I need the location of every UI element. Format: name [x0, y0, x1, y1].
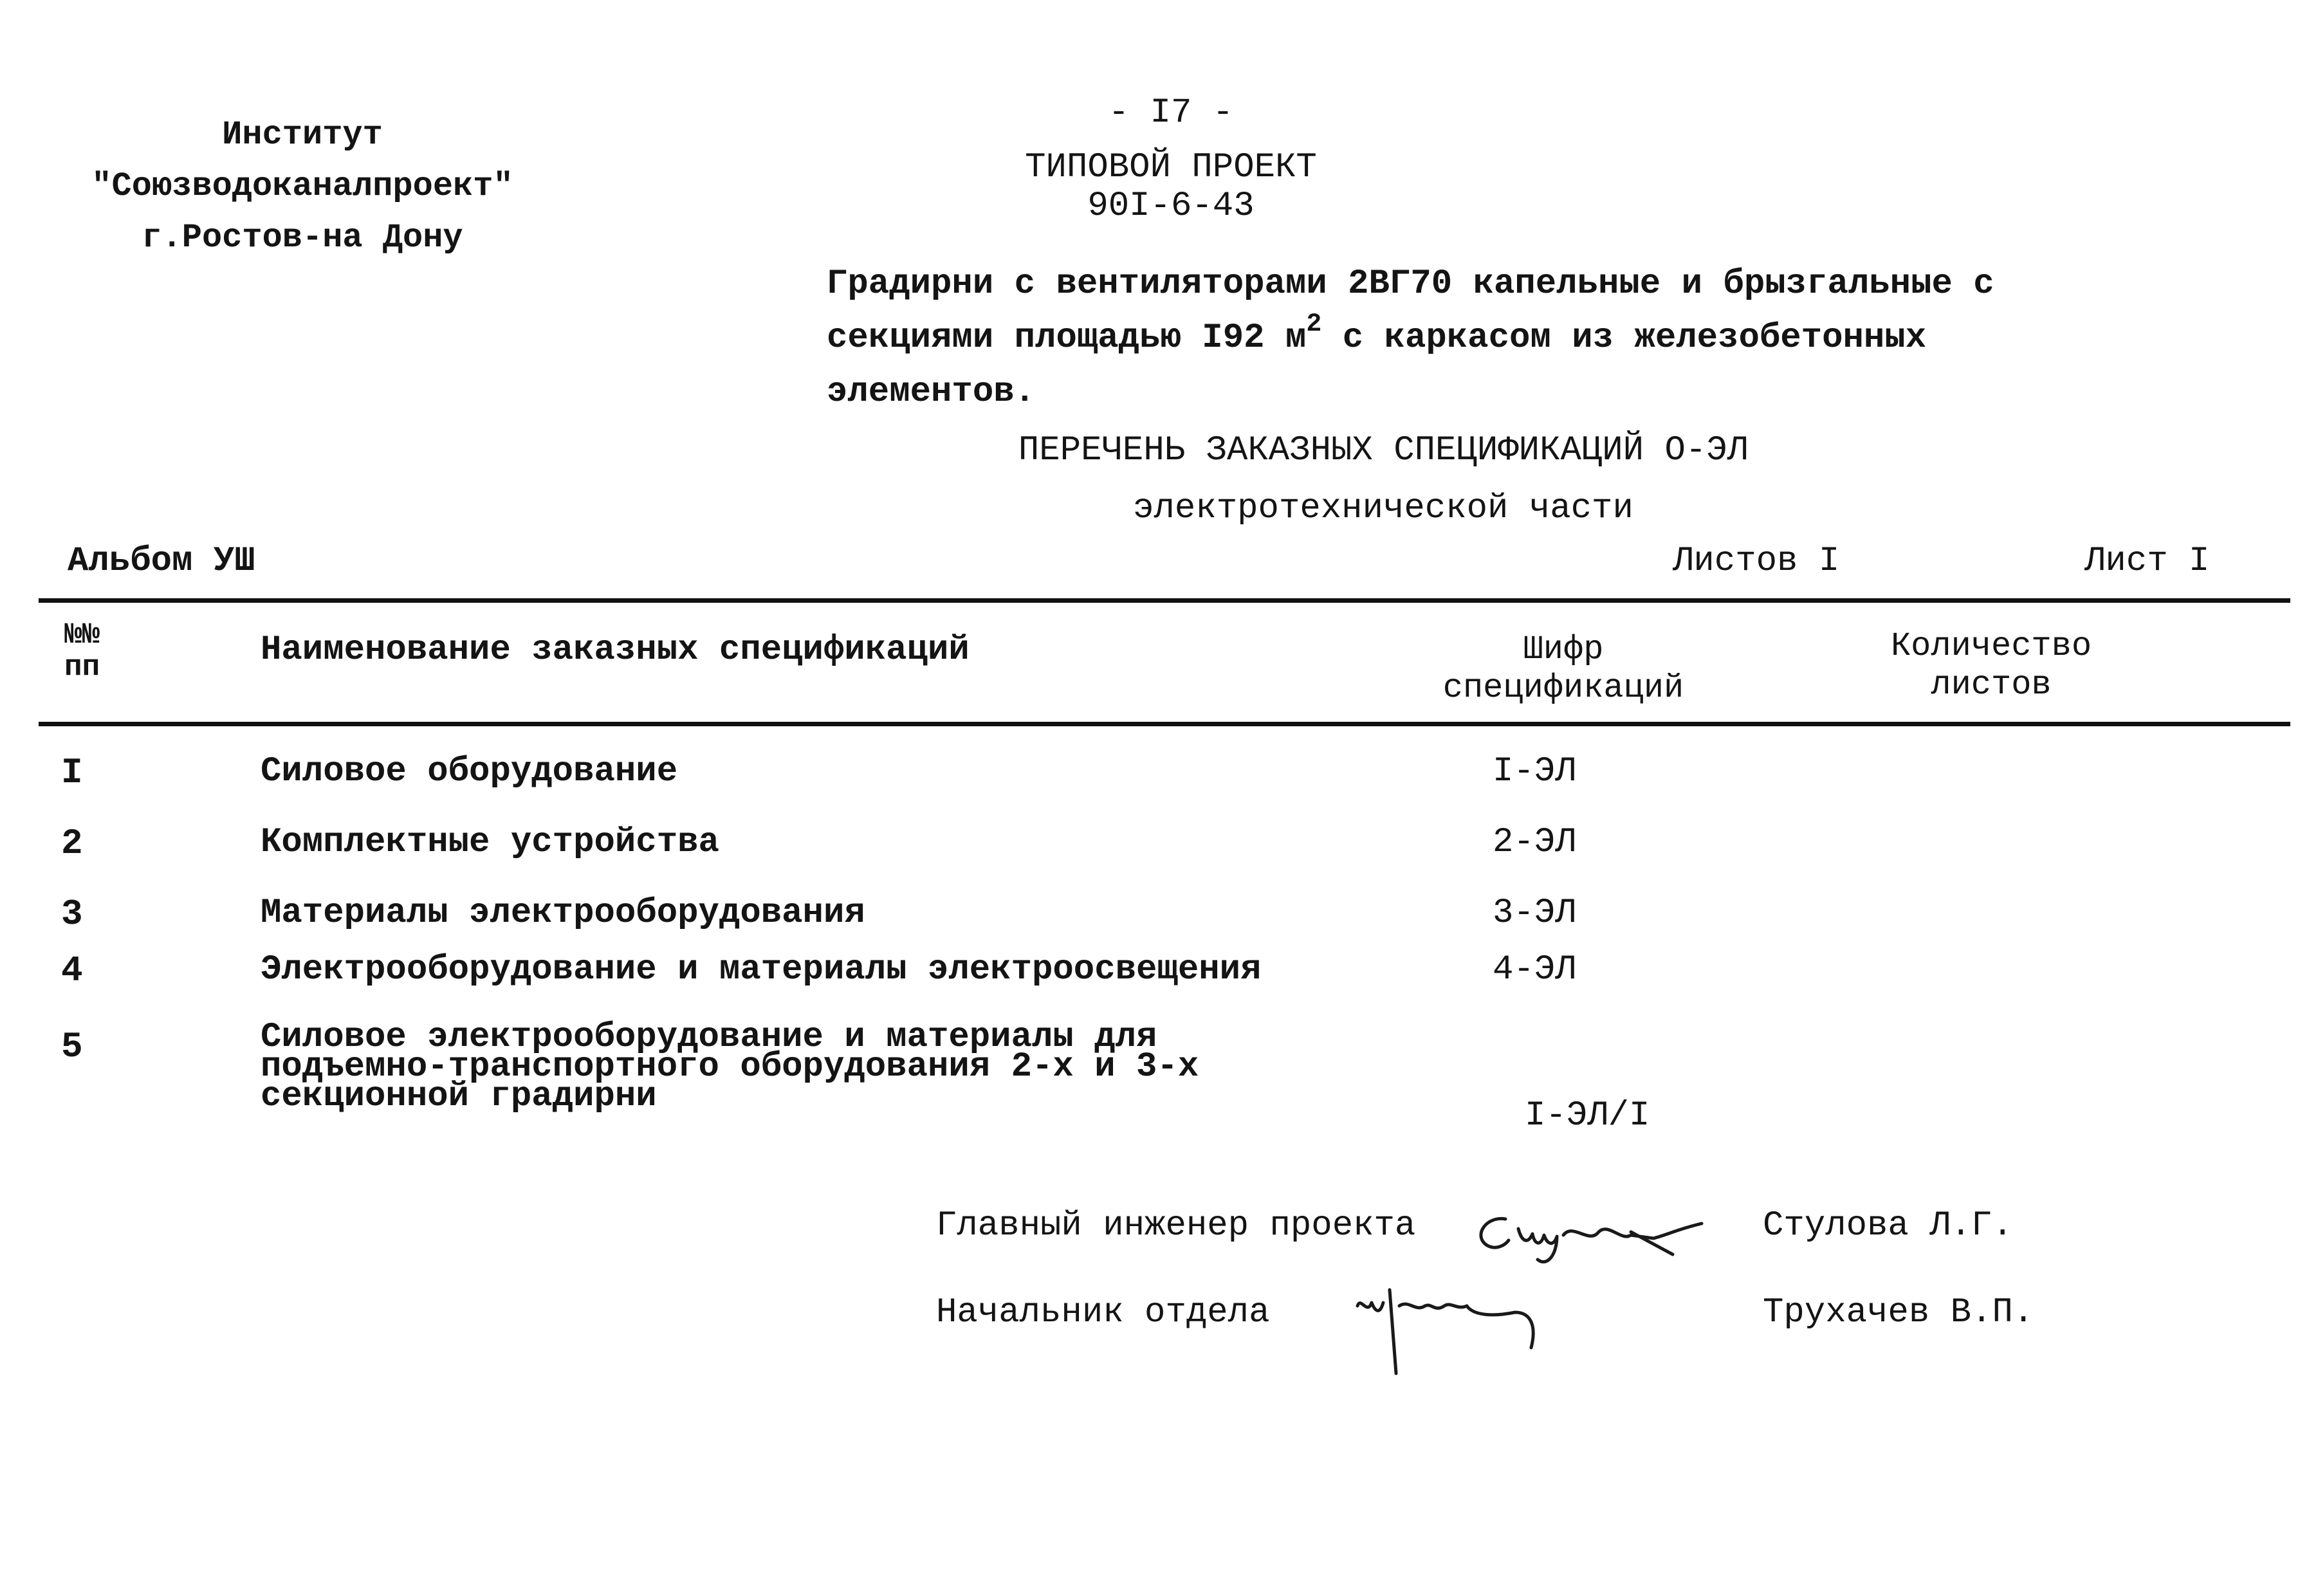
table-row-name: Материалы электрооборудования: [261, 894, 865, 933]
header-number: [64, 619, 100, 683]
institute-line: "Союзводоканалпроект": [91, 167, 513, 205]
table-row-number: 5: [61, 1026, 83, 1067]
table-row-code: I-ЭЛ/I: [1525, 1096, 1650, 1135]
description-line: [827, 311, 2113, 365]
table-row-code: I-ЭЛ: [1493, 752, 1576, 791]
table-row-name-line: секционной градирни: [261, 1077, 657, 1116]
table-row-code: 4-ЭЛ: [1493, 950, 1576, 989]
institute-block: [84, 109, 521, 264]
table-row-number: 3: [61, 894, 83, 935]
institute-line: г.Ростов-на Дону: [142, 219, 463, 257]
table-header-rule: [39, 722, 2290, 726]
header-code: [1403, 630, 1724, 708]
table-top-rule: [39, 598, 2290, 603]
signature-role: Начальник отдела: [936, 1293, 1270, 1332]
table-row-code: 3-ЭЛ: [1493, 894, 1576, 933]
header-number-line: №№: [64, 618, 100, 652]
description-line-part: с каркасом из железобетонных: [1321, 318, 1927, 358]
header-quantity: [1821, 627, 2162, 704]
table-row-code: 2-ЭЛ: [1493, 823, 1576, 862]
table-row-name: Силовое оборудование: [261, 752, 678, 791]
header-code-line: спецификаций: [1442, 669, 1684, 707]
table-row-number: I: [61, 752, 83, 793]
handwritten-signature-icon: [1460, 1184, 1718, 1274]
header-quantity-line: листов: [1931, 666, 2052, 704]
table-row-number: 4: [61, 950, 83, 991]
table-row-number: 2: [61, 823, 83, 864]
table-row-name: Комплектные устройства: [261, 823, 719, 862]
description-line: элементов.: [827, 372, 1036, 412]
header-quantity-line: Количество: [1890, 627, 2092, 665]
table-row-name: Электрооборудование и материалы электроосвещения: [261, 950, 1262, 989]
header-code-line: Шифр: [1523, 630, 1604, 668]
header-name: Наименование заказных спецификаций: [261, 630, 970, 670]
album-label: Альбом УШ: [68, 542, 255, 581]
handwritten-signature-icon: [1345, 1277, 1576, 1386]
description-line: Градирни с вентиляторами 2ВГ70 капельные и брызгальные с: [827, 264, 1994, 304]
project-type: ТИПОВОЙ ПРОЕКТ: [1025, 148, 1317, 187]
sheet-number: Лист I: [2084, 542, 2210, 581]
institute-line: Институт: [222, 116, 383, 154]
list-subtitle: электротехнической части: [1133, 489, 1633, 528]
page-number: - I7 -: [1108, 93, 1234, 133]
project-code: 90I-6-43: [1087, 187, 1255, 226]
description-line-part: секциями площадью I92 м: [827, 318, 1307, 358]
header-number-line: пп: [64, 650, 100, 684]
signature-name: Трухачев В.П.: [1763, 1293, 2034, 1332]
table-row-name-line: подъемно-транспортного оборудования 2-х и 3-х: [261, 1047, 1199, 1087]
area-unit-superscript: 2: [1306, 310, 1322, 339]
list-title: ПЕРЕЧЕНЬ ЗАКАЗНЫХ СПЕЦИФИКАЦИЙ О-ЭЛ: [1018, 431, 1749, 470]
table-row-name: [261, 1018, 1199, 1116]
signature-name: Стулова Л.Г.: [1763, 1206, 2013, 1245]
table-row-name-line: Силовое электрооборудование и материалы для: [261, 1018, 1157, 1057]
signature-role: Главный инженер проекта: [936, 1206, 1416, 1245]
project-description: [827, 257, 2113, 419]
sheets-total: Листов I: [1673, 542, 1840, 581]
